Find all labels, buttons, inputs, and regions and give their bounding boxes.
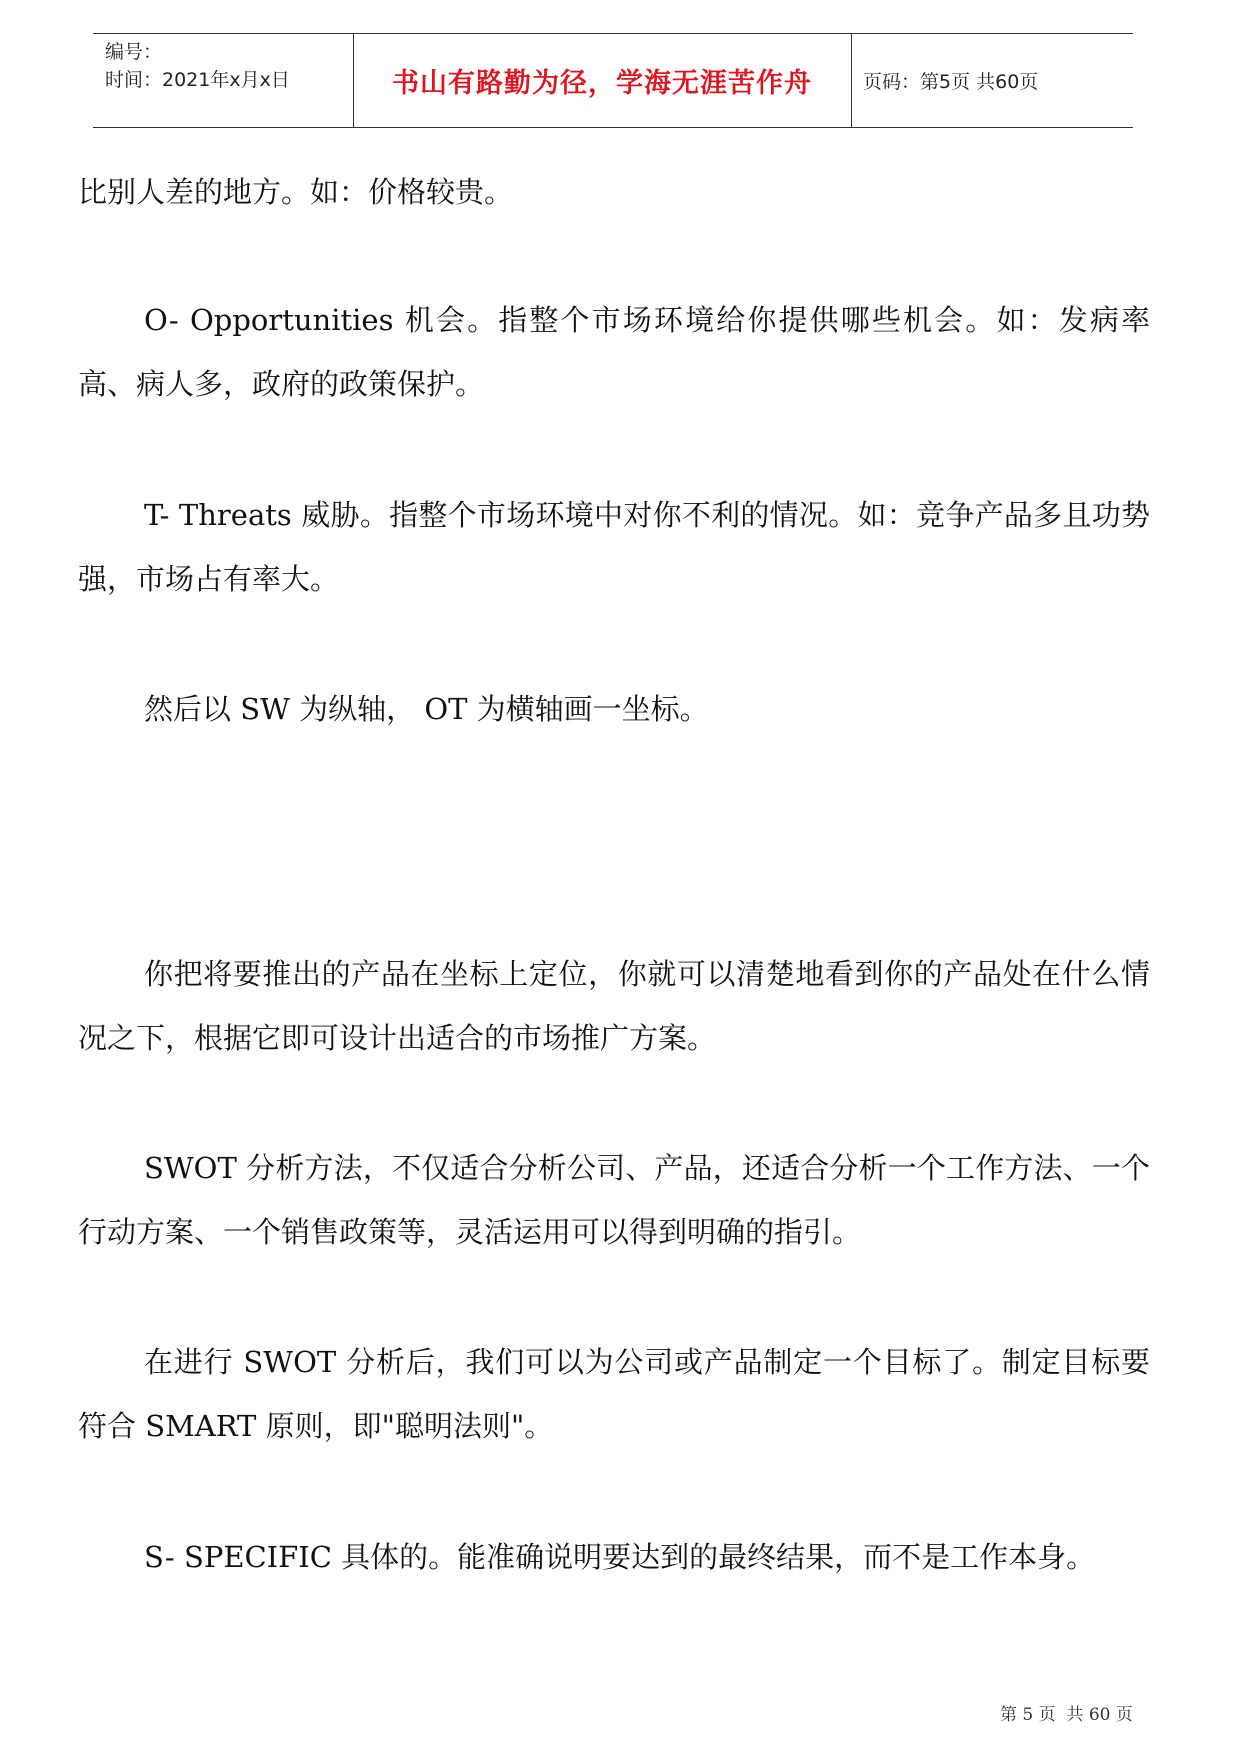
serial-number-label: 编号：: [105, 41, 163, 63]
header-divider-left: [353, 34, 354, 127]
paragraph-swot-usage: SWOT 分析方法，不仅适合分析公司、产品，还适合分析一个工作方法、一个行动方案、一个销售政策等，灵活运用可以得到明确的指引。: [78, 1151, 1150, 1249]
date-label: 时间：2021年x月x日: [105, 69, 290, 91]
paragraph-smart-intro: 在进行 SWOT 分析后，我们可以为公司或产品制定一个目标了。制定目标要符合 SMART 原则，即"聪明法则"。: [78, 1345, 1150, 1443]
header-page-info: 页码：第5页 共60页: [863, 71, 1039, 93]
page-header: [93, 33, 1133, 128]
paragraph-product-positioning: 你把将要推出的产品在坐标上定位，你就可以清楚地看到你的产品处在什么情况之下，根据它即可设计出适合的市场推广方案。: [78, 957, 1150, 1055]
header-meta: [105, 38, 290, 94]
header-divider-right: [851, 34, 852, 127]
page-footer: 第 5 页 共 60 页: [1000, 1705, 1133, 1725]
paragraph-threats: T- Threats 威胁。指整个市场环境中对你不利的情况。如：竞争产品多且功势强，市场占有率大。: [78, 498, 1150, 596]
header-motto: 书山有路勤为径，学海无涯苦作舟: [392, 68, 812, 99]
paragraph-weakness-continued: 比别人差的地方。如：价格较贵。: [78, 175, 514, 209]
paragraph-opportunities: O- Opportunities 机会。指整个市场环境给你提供哪些机会。如：发病率高、病人多，政府的政策保护。: [78, 303, 1150, 401]
paragraph-specific: S- SPECIFIC 具体的。能准确说明要达到的最终结果，而不是工作本身。: [144, 1540, 1096, 1574]
paragraph-axis-instruction: 然后以 SW 为纵轴， OT 为横轴画一坐标。: [144, 692, 709, 726]
